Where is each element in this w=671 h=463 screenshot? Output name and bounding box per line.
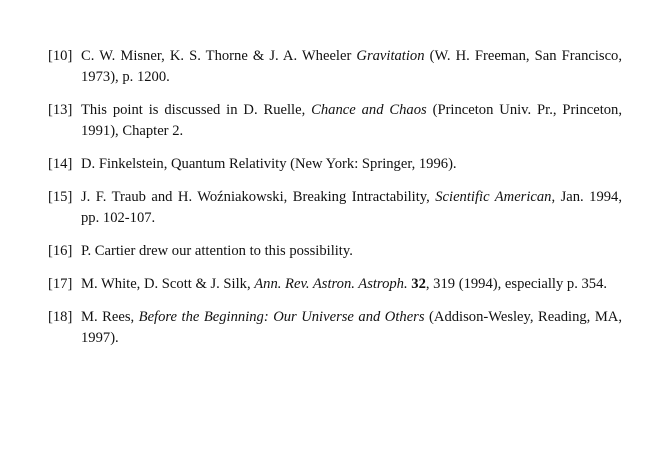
reference-number: [18] bbox=[48, 309, 73, 325]
reference-text: P. Cartier drew our attention to this possibility. bbox=[81, 243, 353, 259]
reference-lead: M. White, D. Scott & J. Silk, bbox=[81, 276, 255, 292]
reference-journal: Scientific American bbox=[435, 189, 552, 205]
reference-volume: 32 bbox=[411, 276, 426, 292]
reference-13 bbox=[48, 100, 622, 142]
reference-title: Chance and Chaos bbox=[311, 102, 427, 118]
reference-details: (Princeton Univ. Pr., Princeton, 1991), Chapter 2. bbox=[81, 102, 622, 139]
reference-15 bbox=[48, 187, 622, 229]
reference-title: Before the Beginning: Our Universe and Others bbox=[138, 309, 425, 325]
reference-18 bbox=[48, 307, 622, 349]
reference-lead: J. F. Traub and H. Woźniakowski, Breaking Intractability, bbox=[81, 189, 436, 205]
reference-number: [10] bbox=[48, 48, 73, 64]
reference-number: [17] bbox=[48, 276, 73, 292]
reference-16 bbox=[48, 241, 622, 262]
reference-lead: This point is discussed in D. Ruelle, bbox=[81, 102, 312, 118]
reference-journal: Ann. Rev. Astron. Astroph. bbox=[254, 276, 408, 292]
reference-list bbox=[48, 46, 622, 361]
reference-authors: C. W. Misner, K. S. Thorne & J. A. Wheeler bbox=[81, 48, 357, 64]
reference-14 bbox=[48, 154, 622, 175]
reference-title: Gravitation bbox=[356, 48, 425, 64]
reference-text: D. Finkelstein, Quantum Relativity (New York: Springer, 1996). bbox=[81, 156, 457, 172]
reference-lead: M. Rees, bbox=[81, 309, 139, 325]
reference-text bbox=[81, 187, 622, 229]
reference-details: (Addison-Wesley, Reading, MA, 1997). bbox=[81, 309, 622, 346]
reference-text bbox=[81, 274, 622, 295]
reference-number: [13] bbox=[48, 102, 73, 118]
reference-text bbox=[81, 100, 622, 142]
reference-number: [15] bbox=[48, 189, 73, 205]
reference-number: [16] bbox=[48, 243, 73, 259]
reference-number: [14] bbox=[48, 156, 73, 172]
reference-text bbox=[81, 307, 622, 349]
reference-17 bbox=[48, 274, 622, 295]
reference-details: , Jan. 1994, pp. 102-107. bbox=[81, 189, 622, 226]
reference-details: (W. H. Freeman, San Francisco, 1973), p. 1200. bbox=[81, 48, 622, 85]
reference-details: , 319 (1994), especially p. 354. bbox=[425, 276, 608, 292]
reference-10 bbox=[48, 46, 622, 88]
reference-text bbox=[81, 46, 622, 88]
